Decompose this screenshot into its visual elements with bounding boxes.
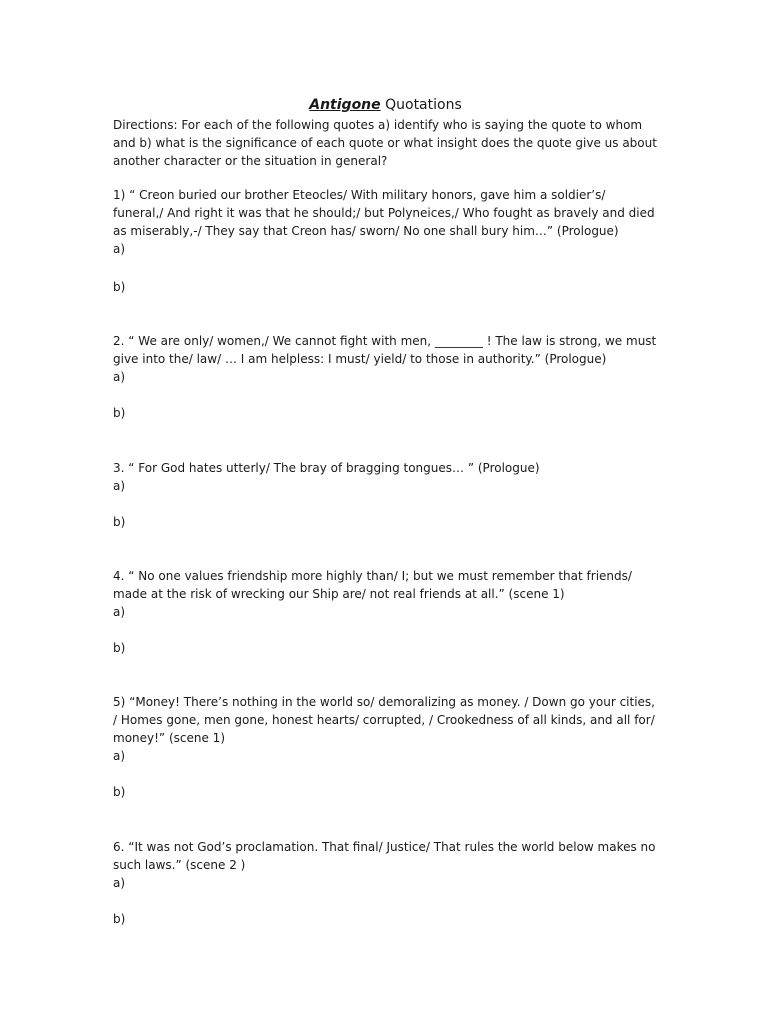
answer-a-label: a) bbox=[113, 370, 126, 384]
question-text: 2. “ We are only/ women,/ We cannot fight with men, ________ ! The law is strong, we must give into the/ law/ … I am helpless: I must/ yield/ to those in authority.” (Prologue) bbox=[113, 334, 657, 366]
question-text: 3. “ For God hates utterly/ The bray of bragging tongues… ” (Prologue) bbox=[113, 461, 540, 475]
answer-a-label: a) bbox=[113, 876, 126, 890]
answer-b-label: b) bbox=[113, 912, 126, 926]
answer-b-label: b) bbox=[113, 280, 126, 294]
question-text: 6. “It was not God’s proclamation. That final/ Justice/ That rules the world below makes no such laws.” (scene 2 ) bbox=[113, 840, 656, 872]
answer-b-label: b) bbox=[113, 785, 126, 799]
question-4 bbox=[113, 567, 658, 655]
page-title bbox=[113, 96, 658, 114]
question-text: 5) “Money! There’s nothing in the world so/ demoralizing as money. / Down go your cities, / Homes gone, men gone, honest hearts/ corrupted, / Crookedness of all kinds, and all for/ money!” (scene 1) bbox=[113, 695, 655, 745]
answer-a-label: a) bbox=[113, 749, 126, 763]
answer-b-label: b) bbox=[113, 515, 126, 529]
question-text: 4. “ No one values friendship more highly than/ I; but we must remember that friends/ made at the risk of wrecking our Ship are/ not real friends at all.” (scene 1) bbox=[113, 569, 632, 601]
question-2 bbox=[113, 332, 658, 420]
worksheet-page bbox=[113, 96, 658, 170]
answer-a-label: a) bbox=[113, 605, 126, 619]
directions-text: Directions: For each of the following quotes a) identify who is saying the quote to whom and b) what is the significance of each quote or what insight does the quote give us about another character or the situation in general? bbox=[113, 118, 657, 168]
answer-a-label: a) bbox=[113, 479, 126, 493]
title-work: Antigone bbox=[309, 97, 381, 113]
answer-b-label: b) bbox=[113, 641, 126, 655]
question-6 bbox=[113, 838, 658, 926]
question-text: 1) “ Creon buried our brother Eteocles/ With military honors, gave him a soldier’s/ funeral,/ And right it was that he should;/ but Polyneices,/ Who fought as bravely and died as miserably,-/ They say that Creon has/ sworn/ No one shall bury him…” (Prologue) bbox=[113, 188, 655, 238]
question-5 bbox=[113, 693, 658, 799]
title-rest: Quotations bbox=[385, 97, 462, 113]
question-1 bbox=[113, 186, 658, 294]
answer-b-label: b) bbox=[113, 406, 126, 420]
question-3 bbox=[113, 459, 658, 529]
answer-a-label: a) bbox=[113, 242, 126, 256]
